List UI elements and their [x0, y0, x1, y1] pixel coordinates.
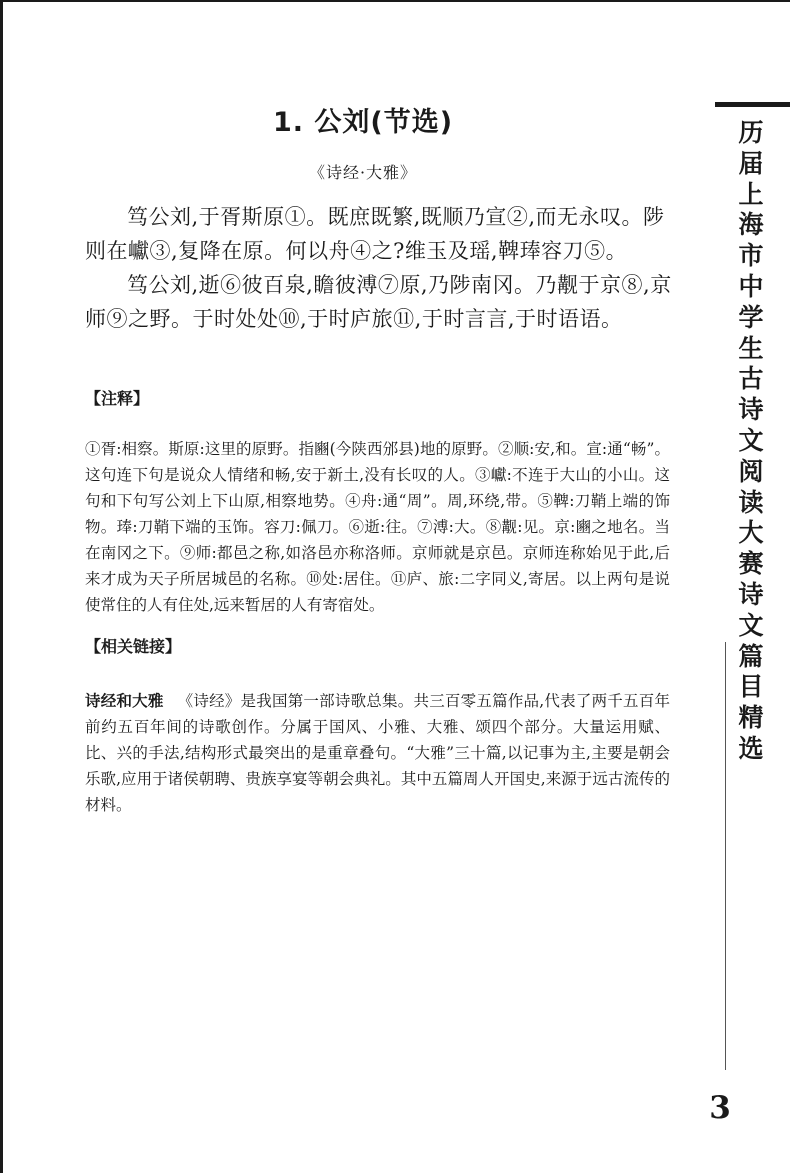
- poem-source: 《诗经·大雅》: [308, 163, 418, 182]
- notes-text: ①胥:相察。斯原:这里的原野。指豳(今陕西邠县)地的原野。②顺:安,和。宣:通“畅”。这句连下句是说众人情绪和畅,安于新土,没有长叹的人。③巘:不连于大山的小山。这句和下句写公刘上下山原,相察地势。④舟:通“周”。周,环绕,带。⑤鞞:刀鞘上端的饰物。琫:刀鞘下端的玉饰。容刀:佩刀。⑥逝:往。⑦溥:大。⑧觏:见。京:豳之地名。当在南冈之下。⑨师:都邑之称,如洛邑亦称洛师。京师就是京邑。京师连称始见于此,后来才成为天子所居城邑的名称。⑩处:居住。⑪庐、旅:二字同义,寄居。以上两句是说使常住的人有住处,远来暂居的人有寄宿处。: [85, 440, 670, 614]
- side-title-char: 文: [738, 610, 764, 640]
- side-title-char: 中: [738, 271, 764, 301]
- side-title-char: 阅: [738, 456, 764, 486]
- side-title-char: 历: [738, 118, 764, 147]
- side-rule-top: [715, 102, 790, 107]
- notes-body: [85, 436, 670, 618]
- side-title-char: 赛: [738, 549, 764, 579]
- poem-title: 1. 公刘(节选): [272, 107, 454, 138]
- links-text: 《诗经》是我国第一部诗歌总集。共三百零五篇作品,代表了两千五百年前约五百年间的诗歌创作。分属于国风、小雅、大雅、颂四个部分。大量运用赋、比、兴的手法,结构形式最突出的是重章叠句。“大雅”三十篇,以记事为主,主要是朝会乐歌,应用于诸侯朝聘、贵族享宴等朝会典礼。其中五篇周人开国史,来源于远古流传的材料。: [85, 692, 670, 814]
- side-title-char: 海: [738, 210, 764, 240]
- links-heading: 【相关链接】: [85, 637, 182, 656]
- links-body: [85, 688, 670, 818]
- side-title-char: 篇: [738, 641, 764, 671]
- side-title-char: 诗: [738, 395, 764, 425]
- poem-stanza: 笃公刘,逝⑥彼百泉,瞻彼溥⑦原,乃陟南冈。乃觏于京⑧,京师⑨之野。于时处处⑩,于时庐旅⑪,于时言言,于时语语。: [85, 273, 672, 331]
- side-title-char: 诗: [738, 579, 764, 609]
- side-title-char: 市: [738, 241, 764, 271]
- side-rule-vertical: [725, 642, 726, 1070]
- links-term: 诗经和大雅: [85, 692, 164, 710]
- notes-heading: 【注释】: [85, 389, 150, 408]
- side-title-char: 精: [738, 703, 764, 733]
- side-title-char: 大: [738, 518, 764, 548]
- side-title-char: 古: [738, 364, 764, 394]
- side-title-char: 学: [738, 302, 764, 332]
- page-number: 3: [709, 1090, 731, 1126]
- side-title-char: 上: [738, 179, 764, 209]
- poem-stanza: 笃公刘,于胥斯原①。既庶既繁,既顺乃宣②,而无永叹。陟则在巘③,复降在原。何以舟④之?维玉及瑶,鞞琫容刀⑤。: [85, 205, 665, 263]
- poem-body: [85, 200, 685, 336]
- side-title-char: 届: [738, 148, 764, 178]
- side-book-title: [731, 118, 771, 765]
- side-title-char: 选: [738, 733, 764, 763]
- side-title-char: 目: [738, 672, 764, 702]
- side-title-char: 文: [738, 425, 764, 455]
- side-title-char: 生: [738, 333, 764, 363]
- side-title-char: 读: [738, 487, 764, 517]
